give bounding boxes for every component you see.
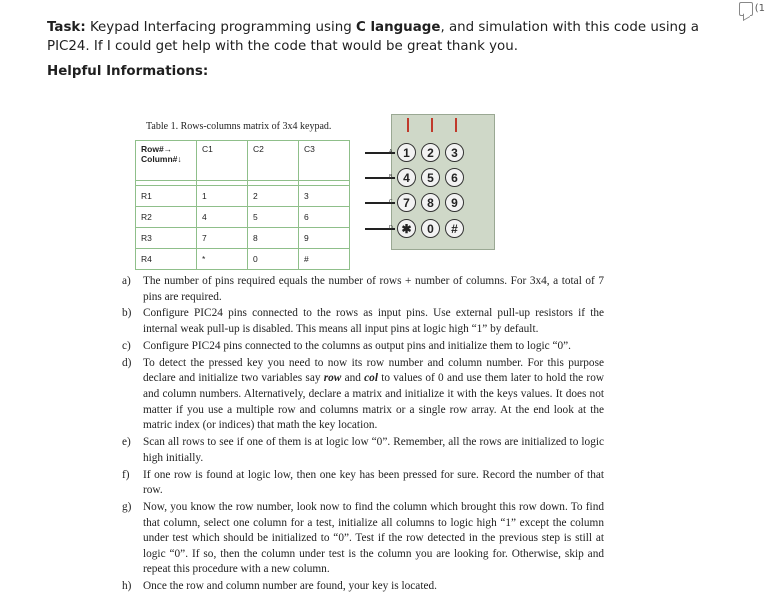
bookmark-corner[interactable] <box>739 0 765 16</box>
var-row: row <box>323 372 342 385</box>
list-item <box>122 435 604 466</box>
list-item <box>122 274 604 305</box>
key-6: 6 <box>445 168 464 187</box>
key-7: 7 <box>397 193 416 212</box>
step-text: Once the row and column number are found, your key is located. <box>143 580 437 593</box>
table-row <box>136 207 350 228</box>
list-item <box>122 579 604 595</box>
step-text: Now, you know the row number, look now to find the column which brought this row down. To find that column, select one column for a test, initialize all columns to logic high “1” except the column under test which should be initialized to “0”. Test if the row detected in the previous step is still at logic “0”. If so, then the column under test is the column you are looking for. Otherwise, skip and repeat this procedure with a new column. <box>143 501 604 576</box>
table-cell: # <box>299 249 350 270</box>
table-cell: 8 <box>248 228 299 249</box>
step-label: g) <box>122 501 132 514</box>
column-wire <box>455 118 457 132</box>
rowcol-header <box>136 141 197 181</box>
keypad-matrix-table <box>135 140 350 270</box>
list-item <box>122 339 604 355</box>
list-item <box>122 500 604 578</box>
table-cell: 6 <box>299 207 350 228</box>
row-label: R3 <box>136 228 197 249</box>
step-label: b) <box>122 307 132 320</box>
step-text-b: and <box>341 372 365 385</box>
table-row <box>136 186 350 207</box>
step-text-c: to values of 0 and use them later to hold the row and column numbers. Alternatively, declare a matrix and initialize it with the keys values. It does not matter if you use a multiple row and columns matrix or a single row array. At the end look at the matric index (or indices) that math the key location. <box>143 372 604 432</box>
key-2: 2 <box>421 143 440 162</box>
list-item <box>122 468 604 499</box>
table-cell: 4 <box>197 207 248 228</box>
step-label: a) <box>122 275 131 287</box>
key-3: 3 <box>445 143 464 162</box>
table-cell: 3 <box>299 186 350 207</box>
list-item <box>122 306 604 337</box>
table-cell: * <box>197 249 248 270</box>
header-c1: C1 <box>197 141 248 181</box>
table-cell: 2 <box>248 186 299 207</box>
flag-icon[interactable] <box>739 2 753 16</box>
row-label-c: C <box>389 199 393 205</box>
key-0: 0 <box>421 219 440 238</box>
table-row <box>136 228 350 249</box>
step-text: If one row is found at logic low, then one key has been pressed for sure. Record the number of that row. <box>143 468 604 497</box>
step-label: h) <box>122 580 132 593</box>
table-cell: 0 <box>248 249 299 270</box>
key-4: 4 <box>397 168 416 187</box>
key-9: 9 <box>445 193 464 212</box>
key-hash: # <box>445 219 464 238</box>
step-label: f) <box>122 468 130 481</box>
steps-list <box>122 274 604 596</box>
table-row <box>136 249 350 270</box>
step-text: The number of pins required equals the number of rows + number of columns. For 3x4, a total of 7 pins are required. <box>143 275 604 303</box>
step-text: Configure PIC24 pins connected to the rows as input pins. Use external pull-up resistors if the internal weak pull-up is disabled. This means all input pins at logic high “1” by default. <box>143 307 604 336</box>
task-paragraph <box>47 18 727 56</box>
rowcol-line2: Column#↓ <box>141 154 182 164</box>
table-cell: 9 <box>299 228 350 249</box>
step-label: c) <box>122 339 131 352</box>
row-label: R4 <box>136 249 197 270</box>
table-header-row <box>136 141 350 181</box>
corner-text: (1 <box>754 2 765 14</box>
header-c2: C2 <box>248 141 299 181</box>
task-bold: C language <box>355 20 441 35</box>
var-col: col <box>364 372 378 385</box>
list-item <box>122 356 604 434</box>
table-caption: Table 1. Rows-columns matrix of 3x4 keypad. <box>146 121 332 132</box>
table-cell: 1 <box>197 186 248 207</box>
step-label: d) <box>122 356 132 369</box>
row-label: R1 <box>136 186 197 207</box>
helpful-heading: Helpful Informations: <box>47 64 209 79</box>
key-8: 8 <box>421 193 440 212</box>
row-label-d: D <box>389 225 393 231</box>
step-text <box>143 356 604 434</box>
key-1: 1 <box>397 143 416 162</box>
key-5: 5 <box>421 168 440 187</box>
table-cell: 7 <box>197 228 248 249</box>
step-text: Configure PIC24 pins connected to the columns as output pins and initialize them to logic “0”. <box>143 339 571 352</box>
step-text-a: To detect the pressed key you need to now its row number and column number. For this purpose declare and initialize two variables say <box>143 356 604 385</box>
step-label: e) <box>122 436 131 449</box>
row-label: R2 <box>136 207 197 228</box>
step-text: Scan all rows to see if one of them is at logic low “0”. Remember, all the rows are initialized to logic high initially. <box>143 436 604 464</box>
rowcol-line1: Row#→ <box>141 144 173 154</box>
row-label-a: A <box>389 149 393 155</box>
task-text-a: Keypad Interfacing programming using <box>85 20 356 35</box>
key-star: ✱ <box>397 219 416 238</box>
column-wire <box>431 118 433 132</box>
header-c3: C3 <box>299 141 350 181</box>
row-label-b: B <box>389 174 393 180</box>
task-label: Task: <box>47 20 86 35</box>
table-cell: 5 <box>248 207 299 228</box>
keypad-diagram <box>365 114 495 250</box>
task-text-b: , and simulation with this code using a PIC24. If I could get help with the code that would be great thank you. <box>47 20 699 54</box>
column-wire <box>407 118 409 132</box>
